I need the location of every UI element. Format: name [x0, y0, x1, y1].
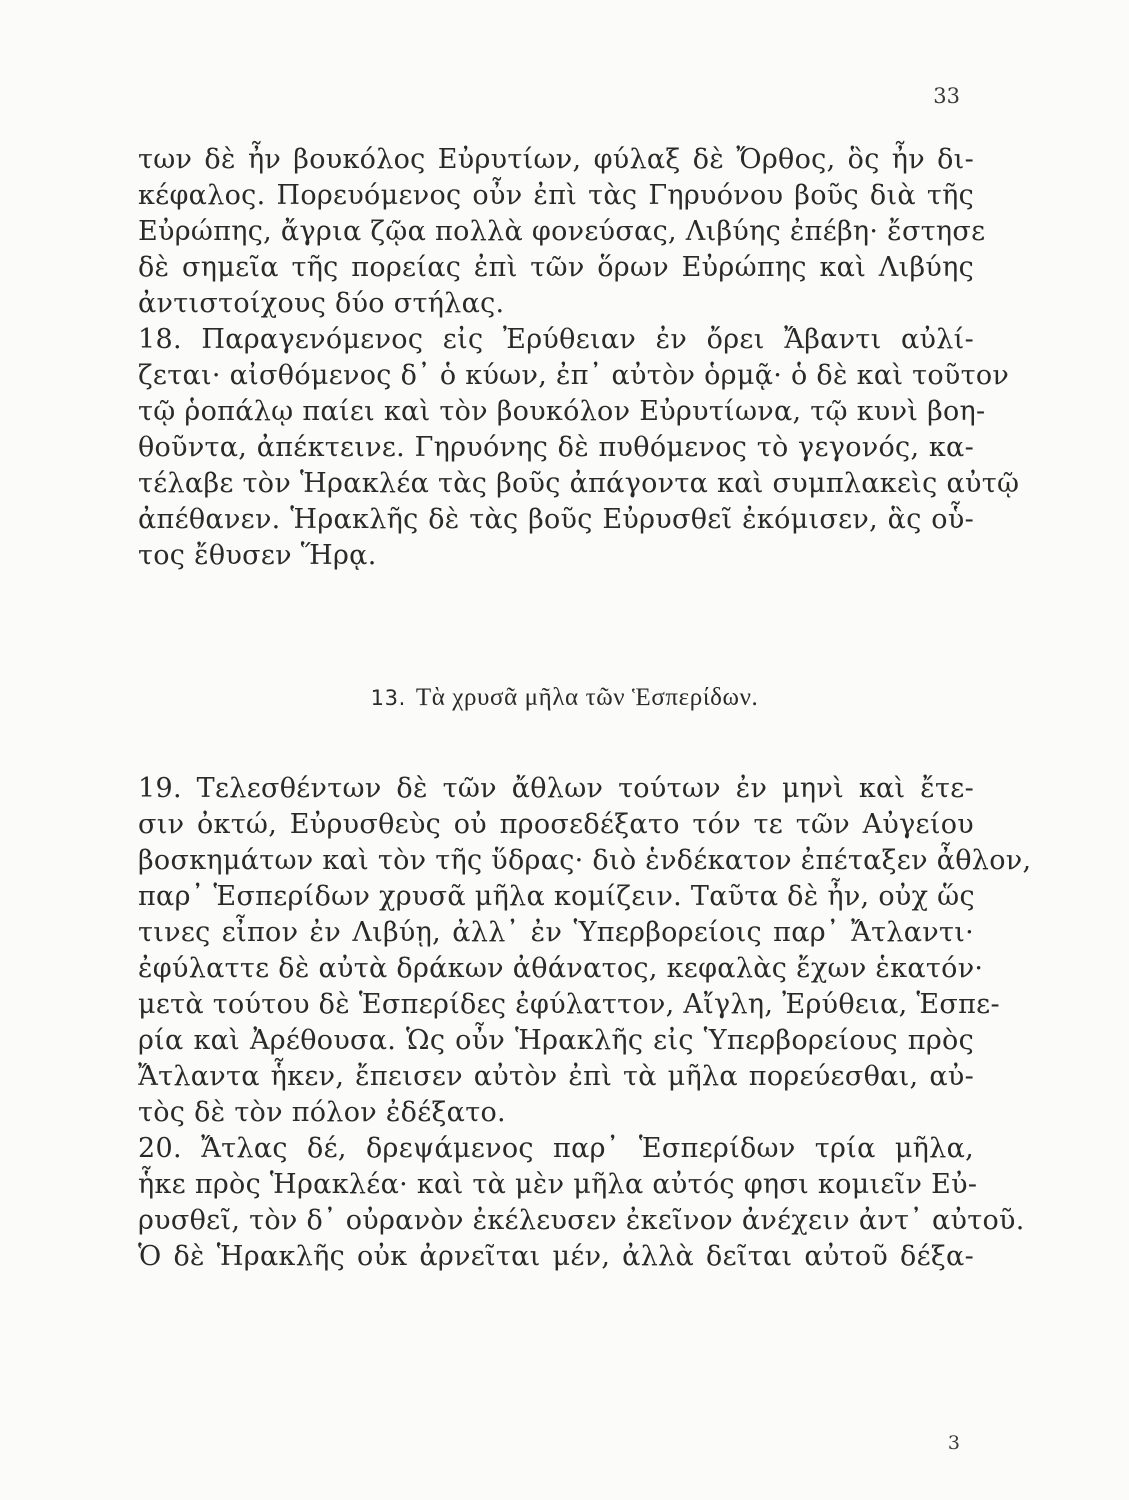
- text-line: παρ᾽ Ἑσπερίδων χρυσᾶ μῆλα κομίζειν. Ταῦτα δὲ ἦν, οὐχ ὥς: [138, 881, 975, 912]
- text-line: τῷ ῥοπάλῳ παίει καὶ τὸν βουκόλον Εὐρυτίωνα, τῷ κυνὶ βοη-: [138, 396, 986, 427]
- text-line: Ἄτλαντα ἧκεν, ἔπεισεν αὐτὸν ἐπὶ τὰ μῆλα πορεύεσθαι, αὐ-: [138, 1061, 974, 1092]
- text-line: ἐφύλαττε δὲ αὐτὰ δράκων ἀθάνατος, κεφαλὰς ἔχων ἑκατόν·: [138, 953, 984, 984]
- page-number: 33: [933, 84, 960, 108]
- text-line: 19. Τελεσθέντων δὲ τῶν ἄθλων τούτων ἐν μηνὶ καὶ ἔτε-: [138, 773, 974, 804]
- text-line: μετὰ τούτου δὲ Ἑσπερίδες ἐφύλαττον, Αἴγλη, Ἐρύθεια, Ἑσπε-: [138, 989, 1000, 1020]
- text-line: θοῦντα, ἀπέκτεινε. Γηρυόνης δὲ πυθόμενος τὸ γεγονός, κα-: [138, 432, 974, 463]
- text-line: Ὁ δὲ Ἡρακλῆς οὐκ ἀρνεῖται μέν, ἀλλὰ δεῖται αὐτοῦ δέξα-: [138, 1241, 974, 1272]
- section-heading: [0, 684, 1129, 712]
- text-line: ρία καὶ Ἀρέθουσα. Ὡς οὖν Ἡρακλῆς εἰς Ὑπερβορείους πρὸς: [138, 1025, 974, 1056]
- text-line: κέφαλος. Πορευόμενος οὖν ἐπὶ τὰς Γηρυόνου βοῦς διὰ τῆς: [138, 180, 974, 211]
- text-line: 18. Παραγενόμενος εἰς Ἐρύθειαν ἐν ὄρει Ἄβαντι αὐλί-: [138, 324, 974, 355]
- text-line: των δὲ ἦν βουκόλος Εὐρυτίων, φύλαξ δὲ Ὄρθος, ὃς ἦν δι-: [138, 144, 974, 175]
- text-line: ζεται· αἰσθόμενος δ᾽ ὁ κύων, ἐπ᾽ αὐτὸν ὁρμᾷ· ὁ δὲ καὶ τοῦτον: [138, 360, 1010, 391]
- text-line: ἧκε πρὸς Ἡρακλέα· καὶ τὰ μὲν μῆλα αὐτός φησι κομιεῖν Εὐ-: [138, 1169, 978, 1200]
- section-heading-title: Τὰ χρυσᾶ μῆλα τῶν Ἑσπερίδων.: [415, 684, 759, 711]
- text-line: βοσκημάτων καὶ τὸν τῆς ὕδρας· διὸ ἑνδέκατον ἐπέταξεν ἆθλον,: [138, 845, 1032, 876]
- text-line: ἀπέθανεν. Ἡρακλῆς δὲ τὰς βοῦς Εὐρυσθεῖ ἐκόμισεν, ἃς οὗ-: [138, 504, 974, 535]
- signature-mark: 3: [947, 1432, 960, 1454]
- text-line: τὸς δὲ τὸν πόλον ἐδέξατο.: [138, 1097, 506, 1128]
- text-block-golden-apples: [138, 771, 1032, 1275]
- text-line: δὲ σημεῖα τῆς πορείας ἐπὶ τῶν ὅρων Εὐρώπης καὶ Λιβύης: [138, 252, 974, 283]
- text-block-story-continuation: [138, 142, 1020, 574]
- text-line: Εὐρώπης, ἄγρια ζῷα πολλὰ φονεύσας, Λιβύης ἐπέβη· ἔστησε: [138, 216, 986, 247]
- text-line: τινες εἶπον ἐν Λιβύῃ, ἀλλ᾽ ἐν Ὑπερβορείοις παρ᾽ Ἄτλαντι·: [138, 917, 974, 948]
- text-line: τος ἔθυσεν Ἥρᾳ.: [138, 540, 377, 571]
- text-line: τέλαβε τὸν Ἡρακλέα τὰς βοῦς ἀπάγοντα καὶ συμπλακεὶς αὐτῷ: [138, 468, 1020, 499]
- text-line: ρυσθεῖ, τὸν δ᾽ οὐρανὸν ἐκέλευσεν ἐκεῖνον ἀνέχειν ἀντ᾽ αὐτοῦ.: [138, 1205, 1025, 1236]
- section-heading-number: 13.: [370, 686, 406, 710]
- text-line: σιν ὀκτώ, Εὐρυσθεὺς οὐ προσεδέξατο τόν τε τῶν Αὐγείου: [138, 809, 974, 840]
- text-line: ἀντιστοίχους δύο στήλας.: [138, 288, 505, 319]
- text-line: 20. Ἄτλας δέ, δρεψάμενος παρ᾽ Ἑσπερίδων τρία μῆλα,: [138, 1133, 974, 1164]
